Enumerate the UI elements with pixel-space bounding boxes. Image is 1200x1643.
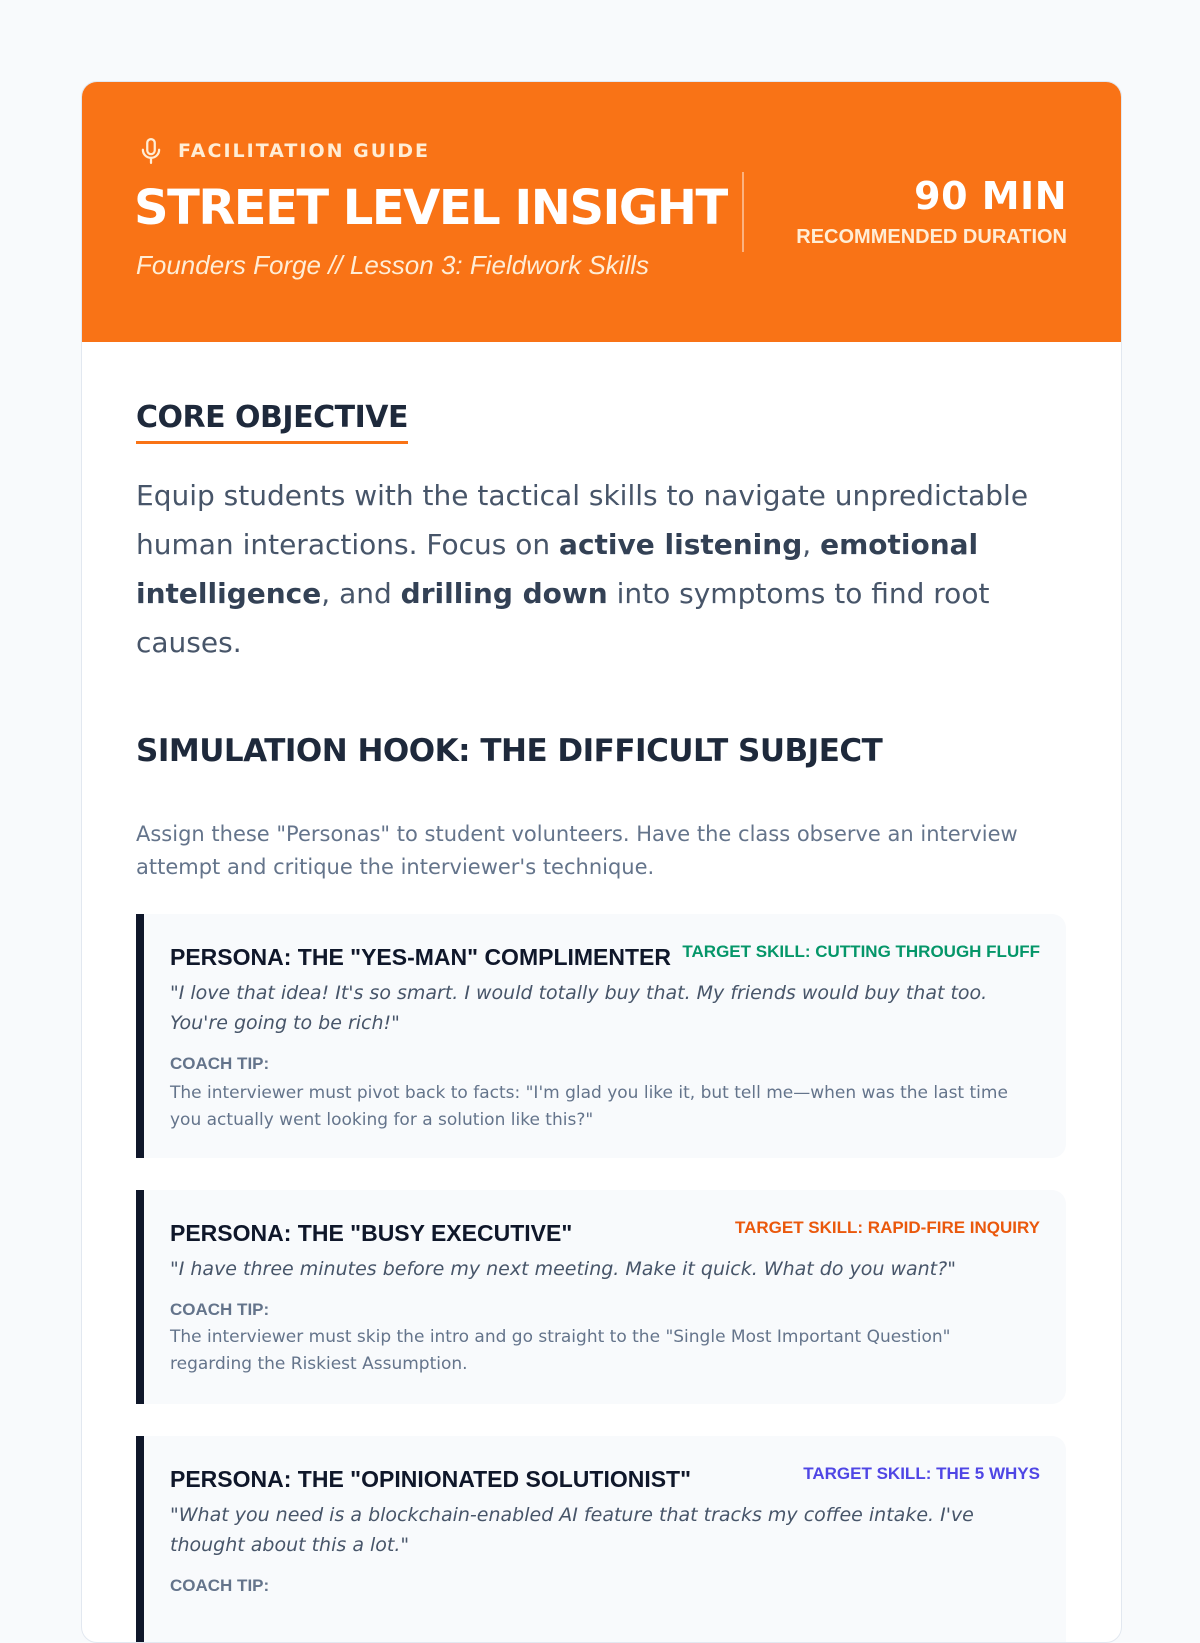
persona-quote: "I love that idea! It's so smart. I would totally buy that. My friends would buy that too. You're going to be rich!" [170,982,988,1034]
persona-quote: "I have three minutes before my next meeting. Make it quick. What do you want?" [170,1258,956,1280]
page-subtitle: Founders Forge // Lesson 3: Fieldwork Skills [136,250,649,280]
eyebrow [136,136,430,166]
core-objective-heading: CORE OBJECTIVE [136,400,408,444]
microphone-icon [136,136,166,166]
simulation-heading: SIMULATION HOOK: THE DIFFICULT SUBJECT [136,733,883,769]
emphasis-drilling-down: drilling down [400,577,608,610]
core-objective-text: Equip students with the tactical skills to navigate unpredictable human interactions. Focus on active listening, emotional intelligence, and drilling down into symptoms to find root causes. [136,479,1029,659]
facilitation-guide-card [81,81,1122,1643]
persona-card-busy-executive [136,1190,1066,1404]
coach-tip-label: COACH TIP: [170,1576,270,1595]
emphasis-active-listening: active listening [559,528,803,561]
target-skill-badge: TARGET SKILL: RAPID-FIRE INQUIRY [734,1218,1040,1237]
eyebrow-label: FACILITATION GUIDE [178,140,430,162]
coach-tip-label: COACH TIP: [170,1054,270,1073]
coach-tip-label: COACH TIP: [170,1300,270,1319]
target-skill-badge: TARGET SKILL: THE 5 WHYS [803,1464,1040,1483]
persona-quote: "What you need is a blockchain-enabled AI feature that tracks my coffee intake. I've thought about this a lot." [170,1504,974,1556]
persona-title: PERSONA: THE "YES-MAN" COMPLIMENTER [170,944,671,970]
coach-tip-text: The interviewer must skip the intro and go straight to the "Single Most Important Question" regarding the Riskiest Assumption. [170,1327,951,1374]
persona-card-yes-man [136,914,1066,1158]
page-title: STREET LEVEL INSIGHT [134,180,727,236]
simulation-intro: Assign these "Personas" to student volunteers. Have the class observe an interview attempt and critique the interviewer's technique. [136,822,1018,879]
target-skill-badge: TARGET SKILL: CUTTING THROUGH FLUFF [682,942,1040,961]
persona-card-opinionated-solutionist [136,1436,1066,1643]
duration-label: RECOMMENDED DURATION [796,226,1067,248]
emphasis-emotional-intelligence: emotional intelligence [136,528,979,610]
coach-tip-text: The interviewer must pivot back to facts: "I'm glad you like it, but tell me—when was the last time you actually went looking for a solution like this?" [170,1083,1008,1130]
duration-value: 90 MIN [914,174,1067,218]
persona-title: PERSONA: THE "BUSY EXECUTIVE" [170,1220,573,1246]
persona-title: PERSONA: THE "OPINIONATED SOLUTIONIST" [170,1466,692,1492]
header-divider [742,172,744,252]
hero-header [82,82,1121,342]
